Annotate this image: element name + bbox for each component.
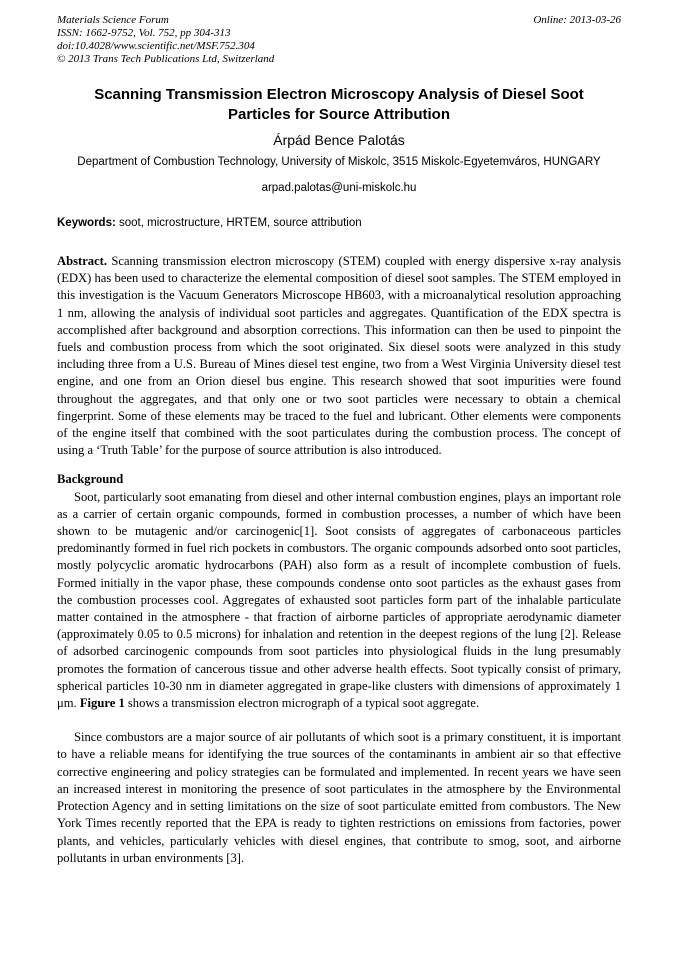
doi-line: doi:10.4028/www.scientific.net/MSF.752.304 (57, 40, 255, 52)
author-email: arpad.palotas@uni-miskolc.hu (261, 182, 417, 194)
background-paragraph-1 (57, 489, 621, 713)
author-affiliation: Department of Combustion Technology, University of Miskolc, 3515 Miskolc-Egyetemváros, HUNGARY (77, 156, 601, 168)
background-para1-text: Soot, particularly soot emanating from diesel and other internal combustion engines, plays an important role as a carrier of certain organic compounds, formed in combustion processes, a number of which have been shown to be mutagenic and/or carcinogenic[1]. Soot consists of aggregates of carbonaceous particles predominantly formed in fuel rich pockets in combustors. The organic compounds adsorbed onto soot particles, mostly polycyclic aromatic hydrocarbons (PAH) also form as a result of incomplete combustion of fuels. Formed initially in the vapor phase, these compounds condense onto soot particles as the exhaust gases from the combustion processes cool. Aggregates of exhausted soot particles form part of the inhalable particulate matter contained in the atmosphere - that fraction of airborne particles of appropriate aerodynamic diameter (approximately 0.05 to 0.5 microns) for inhalation and retention in the deepest regions of the lung [2]. Release of adsorbed carcinogenic compounds from soot particles into physiological fluids in the lung presumably promotes the formation of cancerous tissue and other adverse health effects. Soot typically consist of primary, spherical particles 10-30 nm in diameter aggregated in grape-like clusters with dimensions of approximately 1 μm. (57, 489, 621, 711)
background-paragraph-2: Since combustors are a major source of air pollutants of which soot is a primary constituent, it is important to have a reliable means for identifying the true sources of the contaminants in ambient air so that effective corrective engineering and policy strategies can be formulated and implemented. In recent years we have seen an increased interest in monitoring the presence of soot particulates in the atmosphere by the Environmental Protection Agency and in setting limitations on the size of soot particulate emitted from combustors. The New York Times recently reported that the EPA is ready to tighten restrictions on emissions from factories, power plants, and vehicles, particularly vehicles with diesel engines, that contribute to smog, soot, and airborne pollutants in urban environments [3]. (57, 730, 621, 865)
journal-header-left (57, 14, 274, 66)
abstract-text: Scanning transmission electron microscopy (STEM) coupled with energy dispersive x-ray analysis (EDX) has been used to characterize the elemental composition of diesel soot samples. The STEM employed in this investigation is the Vacuum Generators Microscope HB603, with a microanalytical resolution approaching 1 nm, allowing the analysis of individual soot particles and aggregates. Quantification of the EDX spectra is accomplished after background and absorption corrections. This information can then be used to pinpoint the fuels and combustion process from which the soot originated. Six diesel soots were analyzed in this study including three from a U.S. Bureau of Mines diesel test engine, two from a West Virginia University diesel test engine, and one from an Orion diesel bus engine. This research showed that soot impurities were found throughout the aggregates, and that only one or two soot particles were necessary to obtain a chemical fingerprint. Some of these elements may be traced to the fuel and lubricant. Other elements were components of the engine itself that combined with the soot particulates during the combustion process. The concept of using a ‘Truth Table’ for the purpose of source attribution is also introduced. (57, 254, 621, 458)
copyright-line: © 2013 Trans Tech Publications Ltd, Switzerland (57, 53, 275, 65)
abstract-paragraph (57, 253, 621, 459)
online-date: Online: 2013-03-26 (533, 14, 621, 26)
journal-name: Materials Science Forum (57, 14, 169, 26)
figure-1-reference: Figure 1 (79, 696, 125, 711)
keywords-text: soot, microstructure, HRTEM, source attribution (115, 217, 362, 229)
paper-title: Scanning Transmission Electron Microscopy Analysis of Diesel Soot Particles for Source Attribution (94, 86, 584, 123)
abstract-label: Abstract. (57, 254, 108, 268)
keywords-label: Keywords: (57, 217, 116, 229)
section-heading-background: Background (57, 472, 124, 487)
author-name: Árpád Bence Palotás (273, 132, 405, 148)
journal-header (57, 14, 621, 66)
keywords-line (57, 216, 621, 230)
issn-volume-pages: ISSN: 1662-9752, Vol. 752, pp 304-313 (57, 27, 231, 39)
background-para1-tail: shows a transmission electron micrograph of a typical soot aggregate. (124, 696, 480, 711)
